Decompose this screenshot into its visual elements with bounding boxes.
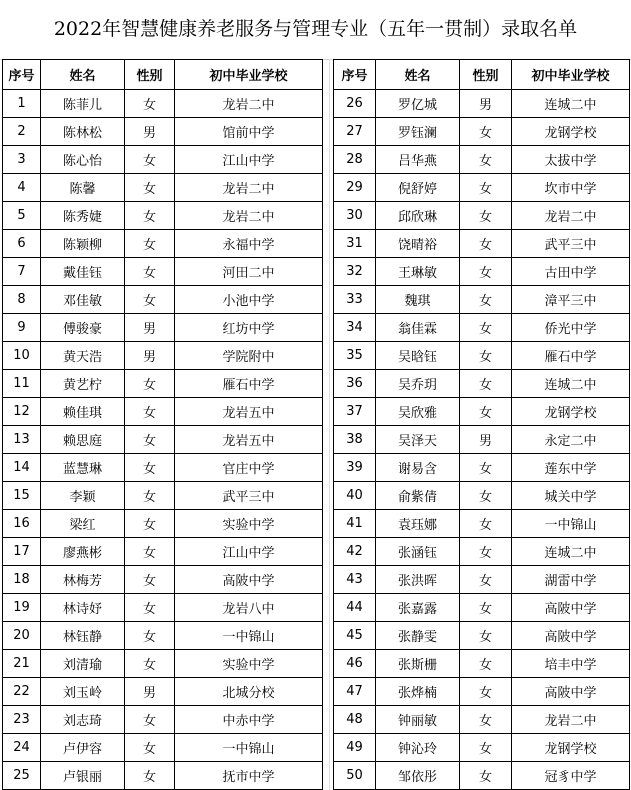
index-cell: 24	[3, 734, 41, 762]
name-cell: 谢易含	[376, 454, 460, 482]
name-cell: 吴泽天	[376, 426, 460, 454]
table-row	[3, 90, 323, 118]
gender-cell: 女	[125, 538, 175, 566]
index-cell: 23	[3, 706, 41, 734]
name-cell: 倪舒婷	[376, 174, 460, 202]
gender-cell: 女	[460, 622, 512, 650]
index-cell: 7	[3, 258, 41, 286]
gender-cell: 女	[460, 762, 512, 790]
gender-cell: 女	[460, 314, 512, 342]
index-cell: 42	[334, 538, 376, 566]
name-cell: 卢银丽	[41, 762, 125, 790]
index-cell: 5	[3, 202, 41, 230]
school-cell: 连城二中	[512, 90, 630, 118]
school-cell: 学院附中	[175, 342, 323, 370]
name-cell: 吴欣雅	[376, 398, 460, 426]
school-cell: 古田中学	[512, 258, 630, 286]
table-row	[3, 454, 323, 482]
table-row	[334, 174, 630, 202]
school-cell: 龙岩二中	[175, 174, 323, 202]
school-cell: 龙岩二中	[512, 706, 630, 734]
school-cell: 高陂中学	[512, 678, 630, 706]
table-row	[334, 454, 630, 482]
gender-cell: 女	[125, 202, 175, 230]
table-row	[334, 622, 630, 650]
gender-cell: 女	[125, 482, 175, 510]
table-row	[3, 706, 323, 734]
name-cell: 赖佳琪	[41, 398, 125, 426]
name-cell: 黄艺柠	[41, 370, 125, 398]
name-cell: 吴晗钰	[376, 342, 460, 370]
header-cell: 初中毕业学校	[175, 60, 323, 90]
name-cell: 张烨楠	[376, 678, 460, 706]
school-cell: 北城分校	[175, 678, 323, 706]
header-cell: 序号	[334, 60, 376, 90]
table-row	[3, 734, 323, 762]
school-cell: 龙岩八中	[175, 594, 323, 622]
name-cell: 邓佳敏	[41, 286, 125, 314]
index-cell: 40	[334, 482, 376, 510]
index-cell: 49	[334, 734, 376, 762]
index-cell: 38	[334, 426, 376, 454]
school-cell: 中赤中学	[175, 706, 323, 734]
school-cell: 武平三中	[175, 482, 323, 510]
table-row	[334, 258, 630, 286]
school-cell: 龙岩二中	[175, 202, 323, 230]
table-row	[3, 762, 323, 790]
school-cell: 一中锦山	[512, 510, 630, 538]
page-title: 2022年智慧健康养老服务与管理专业（五年一贯制）录取名单	[0, 0, 631, 60]
table-row	[3, 398, 323, 426]
index-cell: 28	[334, 146, 376, 174]
index-cell: 8	[3, 286, 41, 314]
index-cell: 15	[3, 482, 41, 510]
school-cell: 雁石中学	[512, 342, 630, 370]
name-cell: 陈秀婕	[41, 202, 125, 230]
table-row	[3, 342, 323, 370]
gender-cell: 女	[125, 370, 175, 398]
table-row	[3, 622, 323, 650]
school-cell: 龙钢学校	[512, 398, 630, 426]
index-cell: 37	[334, 398, 376, 426]
table-row	[3, 146, 323, 174]
table-row	[334, 566, 630, 594]
name-cell: 陈馨	[41, 174, 125, 202]
table-row	[334, 538, 630, 566]
name-cell: 陈心怡	[41, 146, 125, 174]
table-row	[334, 510, 630, 538]
index-cell: 45	[334, 622, 376, 650]
gender-cell: 女	[460, 454, 512, 482]
gender-cell: 男	[125, 314, 175, 342]
gender-cell: 女	[460, 650, 512, 678]
school-cell: 龙钢学校	[512, 734, 630, 762]
table-row	[3, 594, 323, 622]
gender-cell: 女	[125, 426, 175, 454]
index-cell: 13	[3, 426, 41, 454]
table-row	[3, 230, 323, 258]
table-row	[3, 118, 323, 146]
gender-cell: 女	[460, 594, 512, 622]
index-cell: 31	[334, 230, 376, 258]
school-cell: 实验中学	[175, 650, 323, 678]
school-cell: 太拔中学	[512, 146, 630, 174]
gender-cell: 女	[460, 118, 512, 146]
school-cell: 侨光中学	[512, 314, 630, 342]
index-cell: 33	[334, 286, 376, 314]
index-cell: 21	[3, 650, 41, 678]
gender-cell: 女	[125, 146, 175, 174]
index-cell: 48	[334, 706, 376, 734]
header-row	[334, 60, 630, 90]
school-cell: 冠豸中学	[512, 762, 630, 790]
header-cell: 姓名	[376, 60, 460, 90]
table-row	[334, 650, 630, 678]
name-cell: 吕华燕	[376, 146, 460, 174]
gender-cell: 女	[460, 286, 512, 314]
index-cell: 46	[334, 650, 376, 678]
table-row	[334, 230, 630, 258]
table-row	[334, 594, 630, 622]
table-row	[3, 286, 323, 314]
school-cell: 坎市中学	[512, 174, 630, 202]
school-cell: 湖雷中学	[512, 566, 630, 594]
school-cell: 龙岩二中	[512, 202, 630, 230]
school-cell: 连城二中	[512, 538, 630, 566]
name-cell: 陈颖柳	[41, 230, 125, 258]
table-row	[334, 734, 630, 762]
name-cell: 梁红	[41, 510, 125, 538]
school-cell: 一中锦山	[175, 734, 323, 762]
gender-cell: 女	[125, 174, 175, 202]
index-cell: 19	[3, 594, 41, 622]
gender-cell: 女	[460, 230, 512, 258]
index-cell: 35	[334, 342, 376, 370]
index-cell: 22	[3, 678, 41, 706]
name-cell: 黄天浩	[41, 342, 125, 370]
name-cell: 陈林松	[41, 118, 125, 146]
index-cell: 27	[334, 118, 376, 146]
index-cell: 39	[334, 454, 376, 482]
index-cell: 11	[3, 370, 41, 398]
name-cell: 吴乔玥	[376, 370, 460, 398]
name-cell: 张静雯	[376, 622, 460, 650]
school-cell: 龙岩二中	[175, 90, 323, 118]
name-cell: 饶晴裕	[376, 230, 460, 258]
name-cell: 钟丽敏	[376, 706, 460, 734]
school-cell: 漳平三中	[512, 286, 630, 314]
index-cell: 36	[334, 370, 376, 398]
index-cell: 4	[3, 174, 41, 202]
gender-cell: 女	[125, 90, 175, 118]
gender-cell: 女	[125, 286, 175, 314]
school-cell: 实验中学	[175, 510, 323, 538]
school-cell: 高陂中学	[512, 622, 630, 650]
header-row	[3, 60, 323, 90]
index-cell: 1	[3, 90, 41, 118]
school-cell: 高陂中学	[175, 566, 323, 594]
index-cell: 9	[3, 314, 41, 342]
gender-cell: 女	[125, 398, 175, 426]
table-row	[3, 678, 323, 706]
gender-cell: 男	[460, 426, 512, 454]
name-cell: 钟沁玲	[376, 734, 460, 762]
school-cell: 高陂中学	[512, 594, 630, 622]
table-row	[3, 510, 323, 538]
name-cell: 刘志琦	[41, 706, 125, 734]
table-row	[334, 426, 630, 454]
name-cell: 邹依彤	[376, 762, 460, 790]
school-cell: 小池中学	[175, 286, 323, 314]
school-cell: 馆前中学	[175, 118, 323, 146]
school-cell: 红坊中学	[175, 314, 323, 342]
table-row	[334, 202, 630, 230]
table-row	[334, 118, 630, 146]
school-cell: 武平三中	[512, 230, 630, 258]
admission-table-right	[333, 59, 630, 790]
table-row	[3, 650, 323, 678]
index-cell: 18	[3, 566, 41, 594]
name-cell: 戴佳钰	[41, 258, 125, 286]
name-cell: 林梅芳	[41, 566, 125, 594]
table-row	[3, 426, 323, 454]
name-cell: 廖燕彬	[41, 538, 125, 566]
gender-cell: 女	[460, 398, 512, 426]
admission-table-left	[2, 59, 323, 790]
index-cell: 17	[3, 538, 41, 566]
name-cell: 王琳敏	[376, 258, 460, 286]
index-cell: 32	[334, 258, 376, 286]
gender-cell: 女	[460, 174, 512, 202]
gender-cell: 女	[460, 342, 512, 370]
table-row	[334, 90, 630, 118]
gender-cell: 女	[460, 258, 512, 286]
gender-cell: 男	[460, 90, 512, 118]
gender-cell: 男	[125, 118, 175, 146]
name-cell: 林诗妤	[41, 594, 125, 622]
index-cell: 6	[3, 230, 41, 258]
gender-cell: 男	[125, 342, 175, 370]
school-cell: 龙钢学校	[512, 118, 630, 146]
index-cell: 12	[3, 398, 41, 426]
school-cell: 雁石中学	[175, 370, 323, 398]
name-cell: 刘玉岭	[41, 678, 125, 706]
index-cell: 10	[3, 342, 41, 370]
name-cell: 袁珏娜	[376, 510, 460, 538]
table-row	[334, 314, 630, 342]
header-cell: 序号	[3, 60, 41, 90]
name-cell: 陈菲儿	[41, 90, 125, 118]
index-cell: 3	[3, 146, 41, 174]
gender-cell: 女	[460, 678, 512, 706]
table-row	[3, 314, 323, 342]
school-cell: 培丰中学	[512, 650, 630, 678]
table-row	[334, 286, 630, 314]
table-row	[334, 762, 630, 790]
table-row	[334, 706, 630, 734]
name-cell: 邱欣琳	[376, 202, 460, 230]
index-cell: 26	[334, 90, 376, 118]
gender-cell: 女	[460, 482, 512, 510]
table-row	[334, 370, 630, 398]
school-cell: 连城二中	[512, 370, 630, 398]
name-cell: 蓝慧琳	[41, 454, 125, 482]
school-cell: 抚市中学	[175, 762, 323, 790]
index-cell: 44	[334, 594, 376, 622]
header-cell: 姓名	[41, 60, 125, 90]
header-cell: 性别	[125, 60, 175, 90]
index-cell: 34	[334, 314, 376, 342]
name-cell: 张嘉露	[376, 594, 460, 622]
name-cell: 翁佳霖	[376, 314, 460, 342]
index-cell: 16	[3, 510, 41, 538]
name-cell: 罗钰澜	[376, 118, 460, 146]
name-cell: 傅骏豪	[41, 314, 125, 342]
table-row	[3, 566, 323, 594]
table-row	[3, 202, 323, 230]
gender-cell: 女	[460, 566, 512, 594]
gender-cell: 女	[460, 510, 512, 538]
index-cell: 43	[334, 566, 376, 594]
gender-cell: 女	[125, 230, 175, 258]
school-cell: 莲东中学	[512, 454, 630, 482]
name-cell: 李颖	[41, 482, 125, 510]
table-row	[3, 370, 323, 398]
gender-cell: 女	[460, 706, 512, 734]
school-cell: 河田二中	[175, 258, 323, 286]
gender-cell: 女	[460, 734, 512, 762]
index-cell: 50	[334, 762, 376, 790]
table-row	[3, 538, 323, 566]
name-cell: 魏琪	[376, 286, 460, 314]
gender-cell: 女	[125, 594, 175, 622]
table-row	[3, 174, 323, 202]
gender-cell: 女	[460, 370, 512, 398]
gender-cell: 男	[125, 678, 175, 706]
index-cell: 47	[334, 678, 376, 706]
table-row	[334, 482, 630, 510]
table-row	[334, 678, 630, 706]
table-row	[3, 258, 323, 286]
name-cell: 刘清瑜	[41, 650, 125, 678]
table-row	[3, 482, 323, 510]
index-cell: 29	[334, 174, 376, 202]
table-row	[334, 342, 630, 370]
gender-cell: 女	[460, 202, 512, 230]
name-cell: 卢伊容	[41, 734, 125, 762]
school-cell: 城关中学	[512, 482, 630, 510]
index-cell: 2	[3, 118, 41, 146]
table-row	[334, 398, 630, 426]
gender-cell: 女	[125, 706, 175, 734]
name-cell: 林钰静	[41, 622, 125, 650]
school-cell: 江山中学	[175, 538, 323, 566]
index-cell: 14	[3, 454, 41, 482]
gender-cell: 女	[460, 146, 512, 174]
name-cell: 张洪晖	[376, 566, 460, 594]
school-cell: 官庄中学	[175, 454, 323, 482]
name-cell: 张涵钰	[376, 538, 460, 566]
gender-cell: 女	[125, 650, 175, 678]
index-cell: 20	[3, 622, 41, 650]
school-cell: 龙岩五中	[175, 398, 323, 426]
name-cell: 罗亿城	[376, 90, 460, 118]
gender-cell: 女	[125, 258, 175, 286]
school-cell: 江山中学	[175, 146, 323, 174]
gender-cell: 女	[460, 538, 512, 566]
name-cell: 张斯栅	[376, 650, 460, 678]
gender-cell: 女	[125, 566, 175, 594]
school-cell: 一中锦山	[175, 622, 323, 650]
header-cell: 性别	[460, 60, 512, 90]
index-cell: 30	[334, 202, 376, 230]
table-row	[334, 146, 630, 174]
school-cell: 永福中学	[175, 230, 323, 258]
school-cell: 龙岩五中	[175, 426, 323, 454]
index-cell: 25	[3, 762, 41, 790]
header-cell: 初中毕业学校	[512, 60, 630, 90]
gender-cell: 女	[125, 622, 175, 650]
gender-cell: 女	[125, 510, 175, 538]
index-cell: 41	[334, 510, 376, 538]
gender-cell: 女	[125, 454, 175, 482]
gender-cell: 女	[125, 762, 175, 790]
gender-cell: 女	[125, 734, 175, 762]
name-cell: 俞紫倩	[376, 482, 460, 510]
name-cell: 赖思庭	[41, 426, 125, 454]
school-cell: 永定二中	[512, 426, 630, 454]
